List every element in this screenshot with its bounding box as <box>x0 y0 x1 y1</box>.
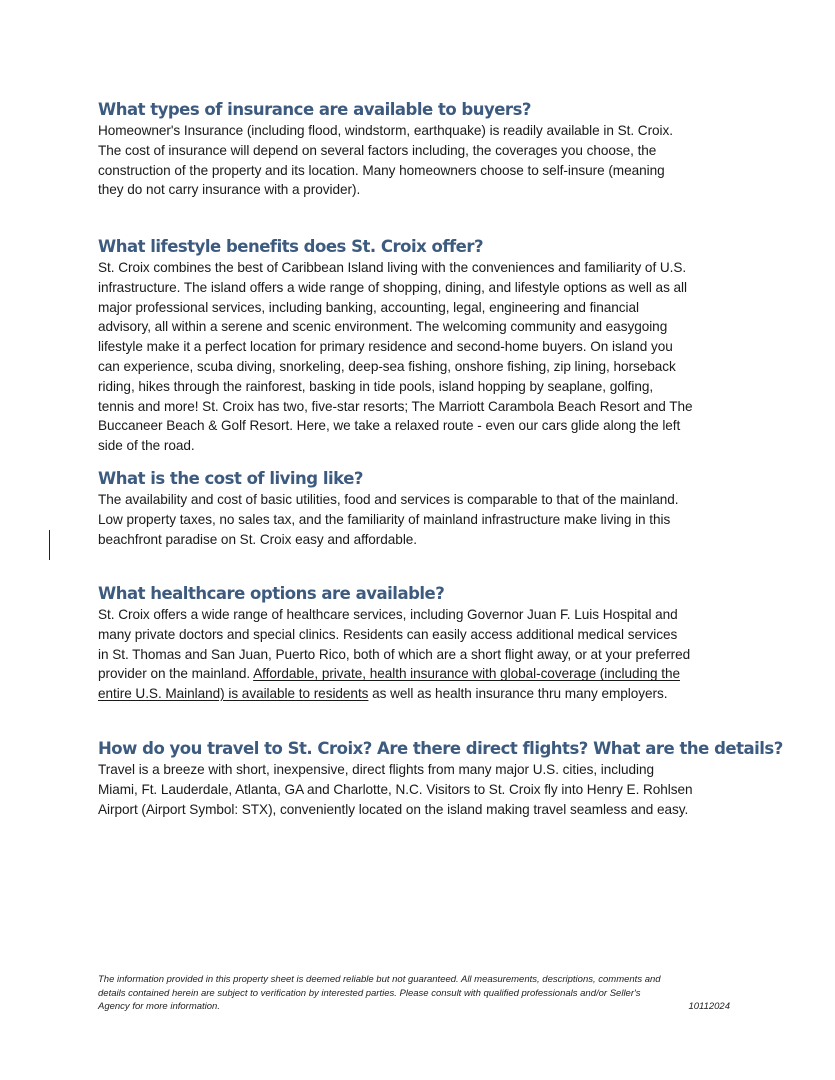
section-body: Travel is a breeze with short, inexpensive, direct flights from many major U.S. cities, including Miami, Ft. Lauderdale, Atlanta, GA and Charlotte, N.C. Visitors to St. Croix fly into Henry E. Rohlsen Airport (Airport Symbol: STX), conveniently located on the island making travel seamless and easy. <box>98 762 693 817</box>
section-heading: How do you travel to St. Croix? Are there direct flights? What are the details? <box>98 739 783 758</box>
section-body: St. Croix offers a wide range of healthcare services, including Governor Juan F. Luis Hospital and many private doctors and special clinics. Residents can easily access additional medical services in St. Thomas and San Juan, Puerto Rico, both of which are a short flight away, or at your preferred provider on the mainland. Affordable, private, health insurance with global-coverage (including the entire U.S. Mainland) is available to residents as well as health insurance thru many employers. <box>98 607 691 702</box>
section-heading: What is the cost of living like? <box>98 469 363 488</box>
section-body: The availability and cost of basic utilities, food and services is comparable to that of the mainland. Low property taxes, no sales tax, and the familiarity of mainland infrastructure make living in this beachfront paradise on St. Croix easy and affordable. <box>98 492 679 547</box>
section-heading: What healthcare options are available? <box>98 584 445 603</box>
section-insurance <box>98 99 738 200</box>
section-healthcare <box>98 583 738 704</box>
section-cost-of-living <box>98 468 738 549</box>
health-insurance-link[interactable]: Affordable, private, health insurance with global-coverage (including the <box>253 666 680 682</box>
document-code: 10112024 <box>688 1001 730 1012</box>
section-lifestyle <box>98 236 738 456</box>
section-heading: What types of insurance are available to buyers? <box>98 100 531 119</box>
section-heading: What lifestyle benefits does St. Croix offer? <box>98 237 484 256</box>
section-body: Homeowner's Insurance (including flood, windstorm, earthquake) is readily available in St. Croix. The cost of insurance will depend on several factors including, the coverages you choose, the construction of the property and its location. Many homeowners choose to self-insure (meaning they do not carry insurance with a provider). <box>98 123 673 198</box>
section-travel <box>98 738 783 819</box>
section-body: St. Croix combines the best of Caribbean Island living with the conveniences and familiarity of U.S. infrastructure. The island offers a wide range of shopping, dining, and lifestyle options as well as all major professional services, including banking, accounting, legal, engineering and financial advisory, all within a serene and scenic environment. The welcoming community and easygoing lifestyle make it a perfect location for primary residence and second-home buyers. On island you can experience, scuba diving, snorkeling, deep-sea fishing, onshore fishing, zip lining, horseback riding, hikes through the rainforest, basking in tide pools, island hopping by seaplane, golfing, tennis and more! St. Croix has two, five-star resorts; The Marriott Carambola Beach Resort and The Buccaneer Beach & Golf Resort. Here, we take a relaxed route - even our cars glide along the left side of the road. <box>98 260 693 454</box>
health-insurance-link-continued[interactable]: entire U.S. Mainland) is available to residents <box>98 686 369 702</box>
disclaimer-footer: The information provided in this property sheet is deemed reliable but not guaranteed. All measurements, descriptions, comments and details contained herein are subject to verification by interested parties. Please consult with qualified professionals and/or Seller's Agency for more information. 10112024 <box>98 974 730 1012</box>
text-cursor <box>49 530 50 560</box>
